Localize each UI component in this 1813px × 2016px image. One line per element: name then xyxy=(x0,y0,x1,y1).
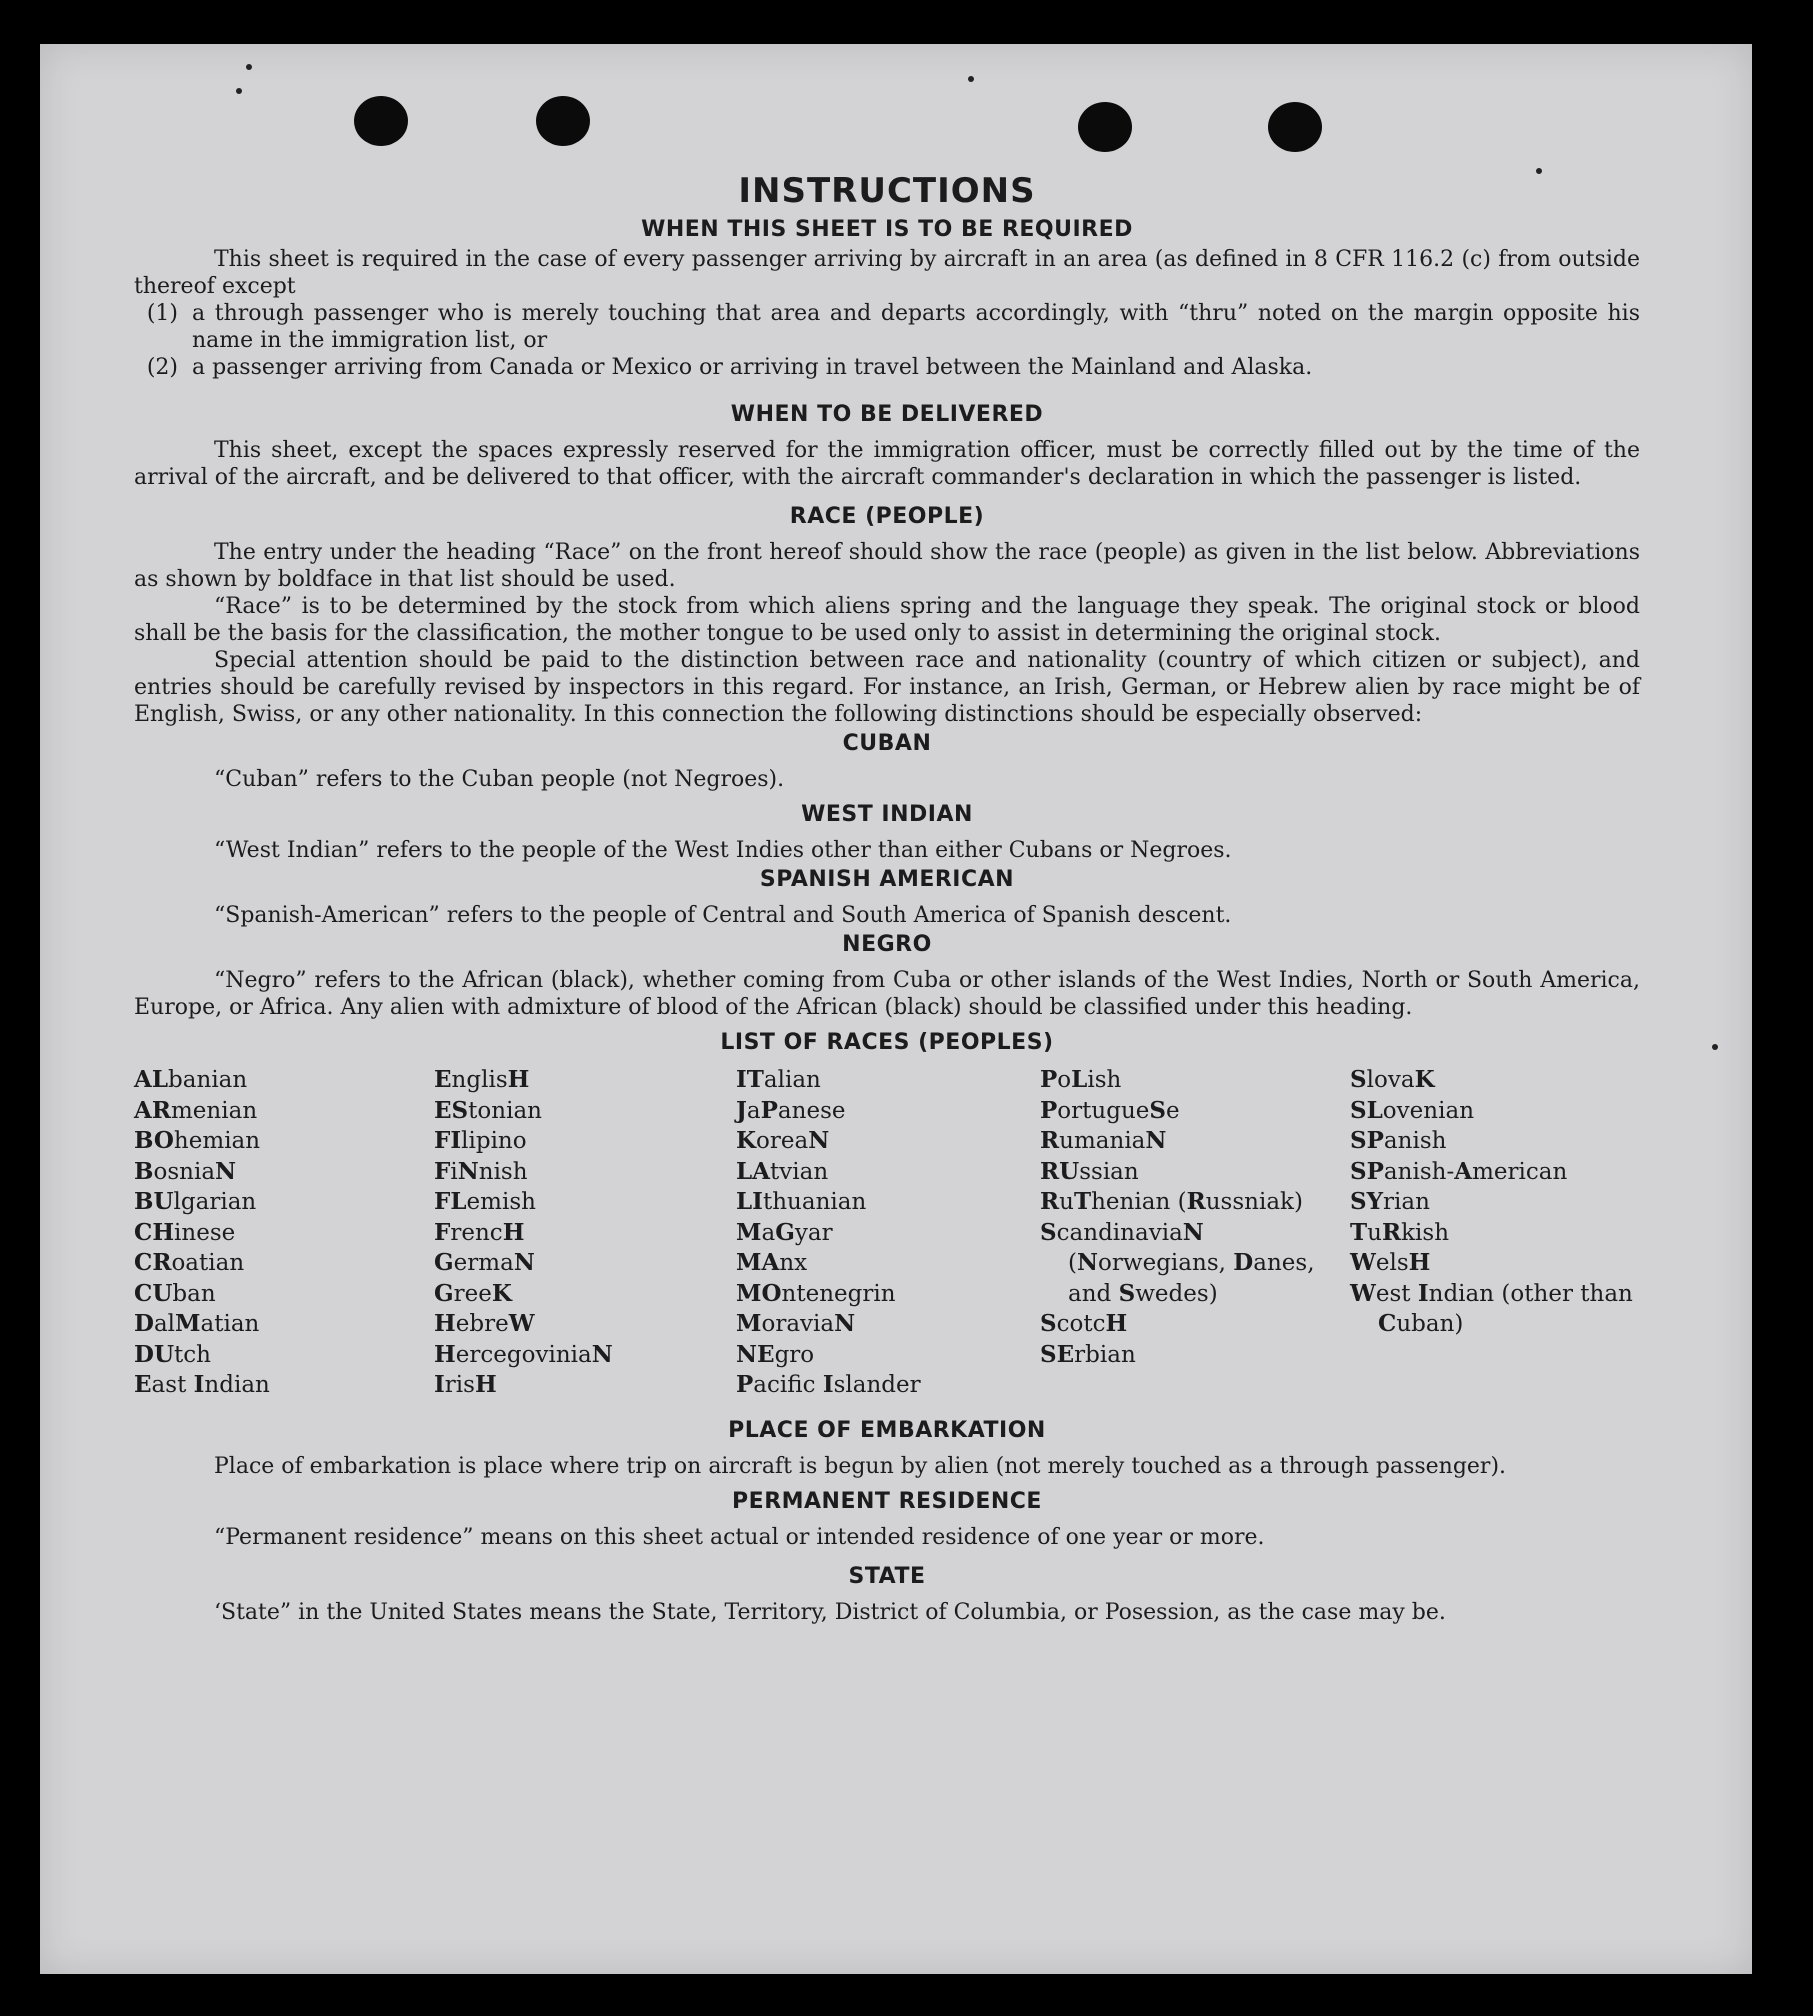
race-entry: SPanish xyxy=(1350,1127,1447,1154)
exception-item xyxy=(134,354,1640,381)
race-entry: FIlipino xyxy=(434,1127,527,1154)
state-text: ‘State” in the United States means the State, Territory, District of Columbia, or Posession, as the case may be. xyxy=(214,1599,1446,1625)
race-entry: MOntenegrin xyxy=(736,1279,896,1307)
race-entry: NEgro xyxy=(736,1340,815,1368)
race-entry: SYrian xyxy=(1350,1188,1430,1215)
exception-item xyxy=(134,300,1640,354)
race-entry: CHinese xyxy=(134,1218,236,1246)
race-entry: BUlgarian xyxy=(134,1188,257,1215)
speck xyxy=(246,64,252,70)
race-entry: IrisH xyxy=(434,1371,497,1398)
heading-negro: NEGRO xyxy=(842,932,932,957)
race-entry: RUssian xyxy=(1040,1157,1139,1185)
speck xyxy=(1712,1044,1718,1050)
race-entry: ScandinaviaN (Norwegians, Danes, and Swedes) xyxy=(1040,1218,1315,1307)
heading-when-required: WHEN THIS SHEET IS TO BE REQUIRED xyxy=(641,217,1133,242)
race-column xyxy=(1040,1065,1350,1401)
race-entry: RuThenian (Russniak) xyxy=(1040,1188,1303,1215)
punch-hole xyxy=(1078,102,1132,152)
item-text: a through passenger who is merely touching that area and departs accordingly, with “thru” noted on the margin opposite his name in the immigration list, or xyxy=(192,301,1640,353)
race-entry: HercegoviniaN xyxy=(434,1340,613,1368)
heading-list-of-races: LIST OF RACES (PEOPLES) xyxy=(720,1030,1054,1055)
race-paragraph-2: “Race” is to be determined by the stock from which aliens spring and the language they speak. The original stock or blood shall be the basis for the classification, the mother tongue to be used only to assist in determining the original stock. xyxy=(134,594,1640,646)
race-entry: HebreW xyxy=(434,1310,535,1337)
race-entry: DalMatian xyxy=(134,1310,260,1337)
race-entry: ITalian xyxy=(736,1066,821,1093)
race-entry: SLovenian xyxy=(1350,1096,1475,1124)
race-entry: CUban xyxy=(134,1279,216,1307)
race-entry: Pacifc Islander xyxy=(736,1371,921,1398)
race-entry: FiNnish xyxy=(434,1157,528,1185)
race-entry: SErbian xyxy=(1040,1340,1136,1368)
item-text: a passenger arriving from Canada or Mexico or arriving in travel between the Mainland and Alaska. xyxy=(192,355,1313,380)
when-delivered-text: This sheet, except the spaces expressly reserved for the immigration officer, must be correctly filled out by the time of the arrival of the aircraft, and be delivered to that officer, with the aircraft commander's declaration in which the passenger is listed. xyxy=(134,438,1640,490)
speck xyxy=(968,76,974,82)
race-entry: GreeK xyxy=(434,1279,512,1307)
race-entry: GermaN xyxy=(434,1249,535,1276)
item-number: (1) xyxy=(146,301,178,326)
race-entry: BosniaN xyxy=(134,1157,237,1185)
race-column xyxy=(134,1065,434,1401)
page-title: INSTRUCTIONS xyxy=(738,171,1036,211)
race-entry: JaPanese xyxy=(736,1096,846,1124)
heading-permanent-residence: PERMANENT RESIDENCE xyxy=(732,1488,1042,1514)
race-list xyxy=(134,1065,1640,1401)
race-entry: SPanish-American xyxy=(1350,1157,1568,1185)
race-entry: FrencH xyxy=(434,1218,525,1246)
race-entry: ScotcH xyxy=(1040,1310,1128,1337)
race-paragraph-1: The entry under the heading “Race” on the front hereof should show the race (people) as given in the list below. Abbreviations as shown by boldface in that list should be used. xyxy=(134,540,1640,592)
race-entry: PoLish xyxy=(1040,1066,1122,1093)
heading-spanish-american: SPANISH AMERICAN xyxy=(759,867,1015,892)
race-entry: MAnx xyxy=(736,1249,808,1276)
west-indian-text: “West Indian” refers to the people of the West Indies other than either Cubans or Negroes. xyxy=(214,838,1232,863)
punch-hole xyxy=(354,96,408,146)
negro-text: “Negro” refers to the African (black), whether coming from Cuba or other islands of the West Indies, North or South America, Europe, or Africa. Any alien with admixture of blood of the African (black) should be classified under this heading. xyxy=(134,968,1640,1020)
race-entry: ALbanian xyxy=(134,1066,248,1093)
speck xyxy=(236,88,242,94)
race-entry: ARmenian xyxy=(134,1096,258,1124)
spanish-american-text: “Spanish-American” refers to the people of Central and South America of Spanish descent. xyxy=(214,903,1232,928)
heading-west-indian: WEST INDIAN xyxy=(801,802,973,827)
race-entry: PortugueSe xyxy=(1040,1096,1180,1124)
race-entry: CRoatian xyxy=(134,1249,245,1276)
cuban-text: “Cuban” refers to the Cuban people (not Negroes). xyxy=(214,767,785,792)
heading-when-delivered: WHEN TO BE DELIVERED xyxy=(730,402,1044,427)
punch-hole xyxy=(536,96,590,146)
race-entry: EStonian xyxy=(434,1096,542,1124)
race-entry: TuRkish xyxy=(1350,1218,1450,1246)
heading-place-of-embarkation: PLACE OF EMBARKATION xyxy=(728,1417,1046,1443)
race-entry: BOhemian xyxy=(134,1127,261,1154)
heading-state: STATE xyxy=(848,1563,926,1589)
race-entry: East Indian xyxy=(134,1371,270,1398)
race-entry: EnglisH xyxy=(434,1066,530,1093)
race-paragraph-3: Special attention should be paid to the distinction between race and nationality (country of which citizen or subject), and entries should be carefully revised by inspectors in this regard. For instance, an Irish, German, or Hebrew alien by race might be of English, Swiss, or any other nationality. In this connection the following distinctions should be especially observed: xyxy=(134,648,1640,727)
race-entry: MaGyar xyxy=(736,1218,833,1246)
race-entry: LIthuanian xyxy=(736,1188,867,1215)
race-entry: FLemish xyxy=(434,1188,536,1215)
punch-hole xyxy=(1268,102,1322,152)
when-required-intro: This sheet is required in the case of every passenger arriving by aircraft in an area (as defined in 8 CFR 116.2 (c) from outside thereof except xyxy=(134,247,1640,299)
race-entry: SlovaK xyxy=(1350,1066,1435,1093)
embarkation-text: Place of embarkation is place where trip on aircraft is begun by alien (not merely touched as a through passenger). xyxy=(214,1453,1507,1479)
race-column xyxy=(434,1065,736,1401)
instructions-content xyxy=(134,168,1640,1626)
race-entry: LAtvian xyxy=(736,1157,829,1185)
heading-cuban: CUBAN xyxy=(842,731,932,756)
heading-race: RACE (PEOPLE) xyxy=(789,504,985,529)
race-column xyxy=(1350,1065,1640,1401)
race-column xyxy=(736,1065,1040,1401)
race-entry: RumaniaN xyxy=(1040,1127,1167,1154)
residence-text: “Permanent residence” means on this sheet actual or intended residence of one year or more. xyxy=(214,1524,1265,1550)
item-number: (2) xyxy=(146,355,178,380)
race-entry: West Indian (other than Cuban) xyxy=(1350,1279,1633,1337)
race-entry: WelsH xyxy=(1350,1249,1431,1276)
race-entry: DUtch xyxy=(134,1340,211,1368)
race-entry: MoraviaN xyxy=(736,1310,856,1337)
race-entry: KoreaN xyxy=(736,1127,830,1154)
